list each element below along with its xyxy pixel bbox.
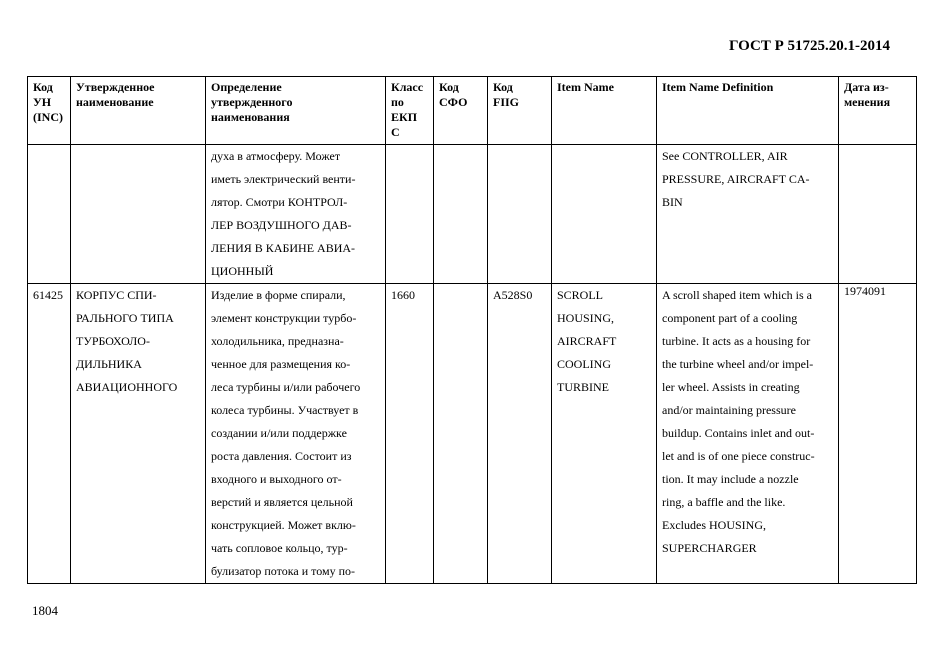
header-line: FIIG <box>493 95 520 109</box>
cell-line: See CONTROLLER, AIR <box>662 149 788 163</box>
cell-inc: 61425 <box>28 284 71 584</box>
cell-item-name-definition <box>657 284 839 584</box>
header-line: Код <box>493 80 513 94</box>
cell-definition <box>206 145 386 284</box>
cell-line: component part of a cooling <box>662 311 798 325</box>
cell-line: булизатор потока и тому по- <box>211 564 355 578</box>
cell-line: buildup. Contains inlet and out- <box>662 426 815 440</box>
cell-item-name <box>552 284 657 584</box>
cell-line: колеса турбины. Участвует в <box>211 403 359 417</box>
cell-fiig-code: A528S0 <box>488 284 552 584</box>
header-line: наименования <box>211 110 290 124</box>
header-definition <box>206 77 386 145</box>
header-line: С <box>391 125 400 139</box>
header-line: УН <box>33 95 52 109</box>
cell-line: turbine. It acts as a housing for <box>662 334 811 348</box>
header-line: Класс <box>391 80 424 94</box>
table-header-row <box>28 77 917 145</box>
table-row <box>28 284 917 584</box>
cell-approved-name <box>71 145 206 284</box>
cell-definition <box>206 284 386 584</box>
cell-line: HOUSING, <box>557 311 614 325</box>
cell-line: COOLING <box>557 357 611 371</box>
header-line: менения <box>844 95 891 109</box>
cell-line: леса турбины и/или рабочего <box>211 380 361 394</box>
header-fiig-code <box>488 77 552 145</box>
header-line: (INC) <box>33 110 63 124</box>
cell-line: Excludes HOUSING, <box>662 518 766 532</box>
cell-sfo-code <box>434 284 488 584</box>
header-inc <box>28 77 71 145</box>
header-line: утвержденного <box>211 95 293 109</box>
standard-designation: ГОСТ Р 51725.20.1-2014 <box>728 38 890 54</box>
header-item-name-definition <box>657 77 839 145</box>
cell-line: элемент конструкции турбо- <box>211 311 357 325</box>
cell-change-date <box>839 145 917 284</box>
header-line: наименование <box>76 95 154 109</box>
header-line: Дата из- <box>844 80 889 94</box>
header-line: Item Name <box>557 80 614 94</box>
header-line: Код <box>33 80 53 94</box>
cell-line: ЦИОННЫЙ <box>211 264 274 278</box>
cell-line: PRESSURE, AIRCRAFT CA- <box>662 172 810 186</box>
cell-line: холодильника, предназна- <box>211 334 344 348</box>
cell-line: ler wheel. Assists in creating <box>662 380 800 394</box>
cell-line: SCROLL <box>557 288 604 302</box>
cell-line: the turbine wheel and/or impel- <box>662 357 814 371</box>
header-line: Утвержденное <box>76 80 155 94</box>
cell-line: ДИЛЬНИКА <box>76 357 142 371</box>
header-item-name <box>552 77 657 145</box>
cell-inc <box>28 145 71 284</box>
header-line: Item Name Definition <box>662 80 774 94</box>
cell-line: входного и выходного от- <box>211 472 342 486</box>
cell-line: let and is of one piece construc- <box>662 449 815 463</box>
cell-line: духа в атмосферу. Может <box>211 149 341 163</box>
cell-line: ченное для размещения ко- <box>211 357 351 371</box>
cell-line: РАЛЬНОГО ТИПА <box>76 311 174 325</box>
header-approved-name <box>71 77 206 145</box>
cell-line: TURBINE <box>557 380 609 394</box>
cell-line: АВИАЦИОННОГО <box>76 380 178 394</box>
cell-item-name <box>552 145 657 284</box>
cell-line: роста давления. Состоит из <box>211 449 352 463</box>
cell-line: ТУРБОХОЛО- <box>76 334 150 348</box>
cell-line: лятор. Смотри КОНТРОЛ- <box>211 195 348 209</box>
cell-line: КОРПУС СПИ- <box>76 288 157 302</box>
header-change-date <box>839 77 917 145</box>
cell-change-date: 1974091 <box>839 284 917 584</box>
cell-line: A scroll shaped item which is a <box>662 288 812 302</box>
header-sfo-code <box>434 77 488 145</box>
cell-line: создании и/или поддержке <box>211 426 347 440</box>
cell-line: Изделие в форме спирали, <box>211 288 346 302</box>
cell-line: конструкцией. Может вклю- <box>211 518 356 532</box>
cell-line: and/or maintaining pressure <box>662 403 796 417</box>
cell-sfo-code <box>434 145 488 284</box>
header-line: Определение <box>211 80 282 94</box>
classification-table <box>27 76 917 584</box>
cell-class <box>386 145 434 284</box>
cell-line: ЛЕР ВОЗДУШНОГО ДАВ- <box>211 218 352 232</box>
header-class <box>386 77 434 145</box>
cell-class: 1660 <box>386 284 434 584</box>
cell-line: верстий и является цельной <box>211 495 353 509</box>
cell-line: чать сопловое кольцо, тур- <box>211 541 348 555</box>
cell-line: SUPERCHARGER <box>662 541 757 555</box>
header-line: по <box>391 95 404 109</box>
page-number: 1804 <box>32 603 58 618</box>
cell-line: BIN <box>662 195 683 209</box>
cell-line: иметь электрический венти- <box>211 172 356 186</box>
cell-fiig-code <box>488 145 552 284</box>
cell-line: ЛЕНИЯ В КАБИНЕ АВИА- <box>211 241 356 255</box>
header-line: Код <box>439 80 459 94</box>
cell-line: AIRCRAFT <box>557 334 617 348</box>
header-line: СФО <box>439 95 468 109</box>
cell-line: tion. It may include a nozzle <box>662 472 799 486</box>
cell-item-name-definition <box>657 145 839 284</box>
header-line: ЕКП <box>391 110 418 124</box>
table-row <box>28 145 917 284</box>
cell-line: ring, a baffle and the like. <box>662 495 786 509</box>
cell-approved-name <box>71 284 206 584</box>
